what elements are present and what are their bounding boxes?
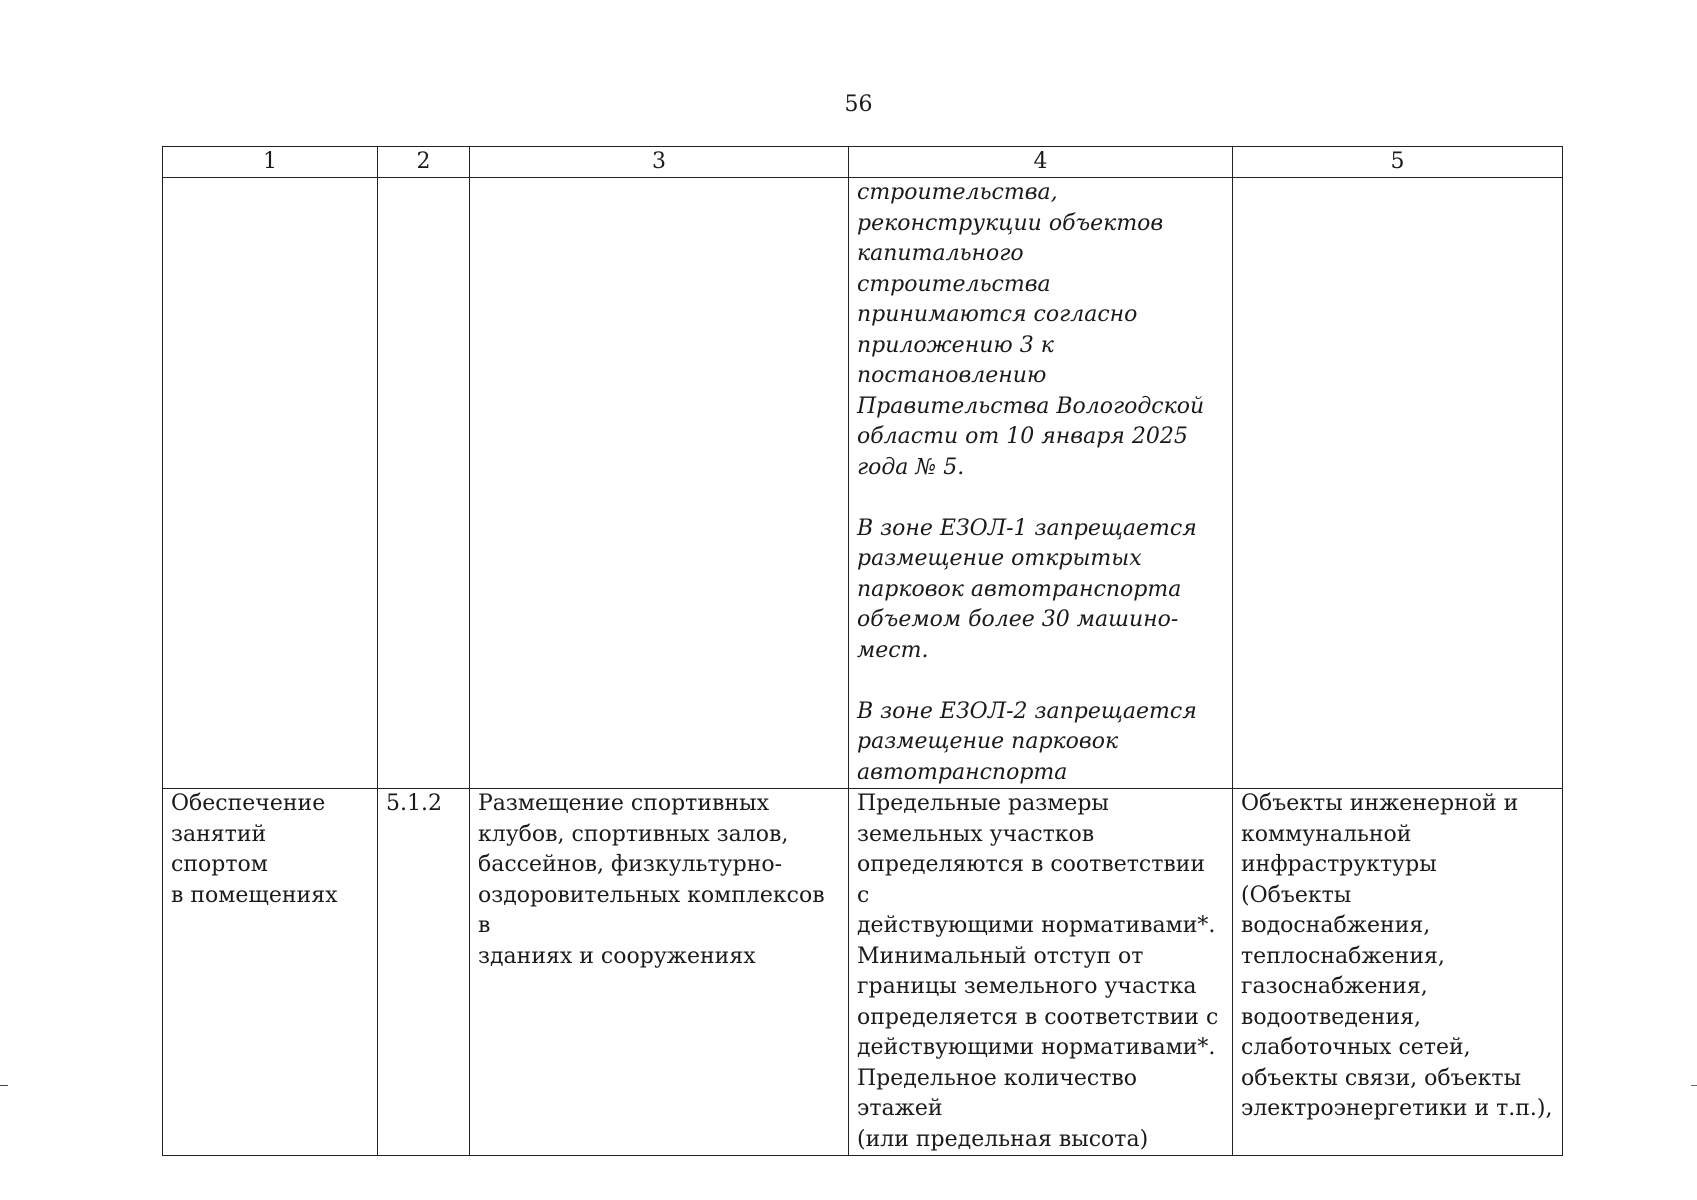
parameters-text-part-2: В зоне ЕЗОЛ-1 запрещается размещение открытых парковок автотранспорта объемом более 30 машино- мест.: [857, 515, 1197, 663]
table-header-row: [163, 147, 1563, 178]
header-col-5: 5: [1233, 147, 1563, 178]
cell-use-name: [163, 789, 378, 1156]
use-description-text: Размещение спортивных клубов, спортивных залов, бассейнов, физкультурно- оздоровительных комплексов в зданиях и сооружениях: [478, 791, 825, 969]
regulations-table: [162, 146, 1563, 1156]
header-col-4: 4: [849, 147, 1233, 178]
cell-empty: [163, 178, 378, 789]
use-name-text: Обеспечение занятий спортом в помещениях: [171, 791, 338, 908]
parameters-text: Предельные размеры земельных участков определяются в соответствии с действующими нормативами*. Минимальный отступ от границы земельного участка определяется в соответствии с действующими нормативами*. Предельное количество этажей (или предельная высота): [857, 791, 1219, 1152]
page-number: 56: [844, 92, 873, 117]
cell-parameters: [849, 789, 1233, 1156]
parameters-text-part-1: строительства, реконструкции объектов капитального строительства принимаются согласно приложению 3 к постановлению Правительства Вологодской области от 10 января 2025 года № 5.: [857, 180, 1205, 480]
cell-empty: [470, 178, 849, 789]
scan-edge-mark: [1691, 1085, 1697, 1086]
parameters-text-part-3: В зоне ЕЗОЛ-2 запрещается размещение парковок автотранспорта: [857, 698, 1197, 785]
cell-empty: [1233, 178, 1563, 789]
cell-auxiliary-uses: [1233, 789, 1563, 1156]
header-col-3: 3: [470, 147, 849, 178]
header-col-2: 2: [378, 147, 470, 178]
cell-use-description: [470, 789, 849, 1156]
cell-empty: [378, 178, 470, 789]
auxiliary-uses-text: Объекты инженерной и коммунальной инфраструктуры (Объекты водоснабжения, теплоснабжения, газоснабжения, водоотведения, слаботочных сетей, объекты связи, объекты электроэнергетики и т.п.),: [1241, 791, 1553, 1121]
table-row: [163, 789, 1563, 1156]
table-row: [163, 178, 1563, 789]
scan-edge-mark: [0, 1085, 8, 1086]
use-code-text: 5.1.2: [386, 791, 442, 816]
header-col-1: 1: [163, 147, 378, 178]
cell-parameters-continued: [849, 178, 1233, 789]
cell-use-code: [378, 789, 470, 1156]
